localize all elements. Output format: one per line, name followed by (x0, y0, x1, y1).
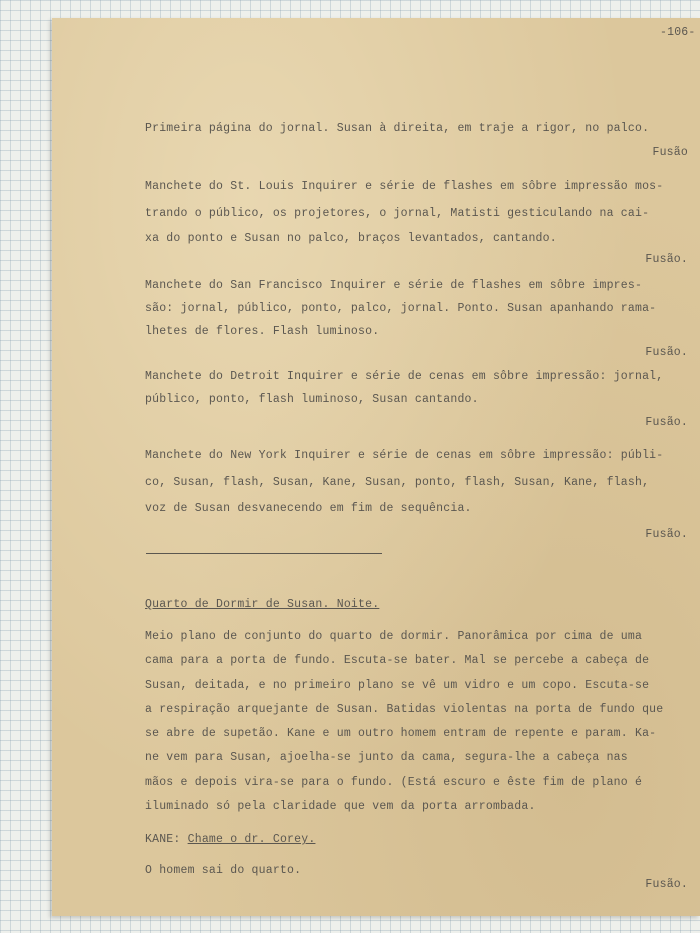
text-line: Meio plano de conjunto do quarto de dormir. Panorâmica por cima de uma (145, 630, 643, 643)
scene-heading: Quarto de Dormir de Susan. Noite. (145, 598, 380, 611)
dialogue-speaker: KANE: (145, 833, 181, 846)
text-line: ne vem para Susan, ajoelha-se junto da cama, segura-lhe a cabeça nas (145, 751, 628, 764)
text-line: Manchete do Detroit Inquirer e série de cenas em sôbre impressão: jornal, (145, 370, 664, 383)
transition-label: Fusão (652, 146, 688, 159)
text-line: são: jornal, público, ponto, palco, jornal. Ponto. Susan apanhando rama- (145, 302, 657, 315)
text-line: lhetes de flores. Flash luminoso. (145, 325, 380, 338)
transition-label: Fusão. (645, 346, 688, 359)
text-line: Manchete do New York Inquirer e série de cenas em sôbre impressão: públi- (145, 449, 664, 462)
text-line: trando o público, os projetores, o jornal, Matisti gesticulando na cai- (145, 207, 650, 220)
transition-label: Fusão. (645, 253, 688, 266)
text-line: cama para a porta de fundo. Escuta-se bater. Mal se percebe a cabeça de (145, 654, 650, 667)
text-line: Primeira página do jornal. Susan à direita, em traje a rigor, no palco. (145, 122, 650, 135)
transition-label: Fusão. (645, 416, 688, 429)
text-line: se abre de supetão. Kane e um outro homem entram de repente e param. Ka- (145, 727, 657, 740)
text-line: O homem sai do quarto. (145, 864, 302, 877)
text-line: co, Susan, flash, Susan, Kane, Susan, ponto, flash, Susan, Kane, flash, (145, 476, 650, 489)
text-line: xa do ponto e Susan no palco, braços levantados, cantando. (145, 232, 557, 245)
transition-label: Fusão. (645, 878, 688, 891)
page-number: -106- (660, 26, 696, 39)
text-line: Manchete do St. Louis Inquirer e série de flashes em sôbre impressão mos- (145, 180, 664, 193)
text-line: mãos e depois vira-se para o fundo. (Está escuro e êste fim de plano é (145, 776, 643, 789)
text-line: voz de Susan desvanecendo em fim de sequência. (145, 502, 472, 515)
script-page (52, 18, 700, 916)
transition-label: Fusão. (645, 528, 688, 541)
text-line: Susan, deitada, e no primeiro plano se vê um vidro e um copo. Escuta-se (145, 679, 650, 692)
dialogue (145, 833, 315, 846)
text-line: público, ponto, flash luminoso, Susan cantando. (145, 393, 479, 406)
section-divider (146, 553, 382, 554)
text-line: iluminado só pela claridade que vem da porta arrombada. (145, 800, 536, 813)
dialogue-line: Chame o dr. Corey. (187, 833, 316, 846)
text-line: Manchete do San Francisco Inquirer e série de flashes em sôbre impres- (145, 279, 643, 292)
text-line: a respiração arquejante de Susan. Batidas violentas na porta de fundo que (145, 703, 664, 716)
